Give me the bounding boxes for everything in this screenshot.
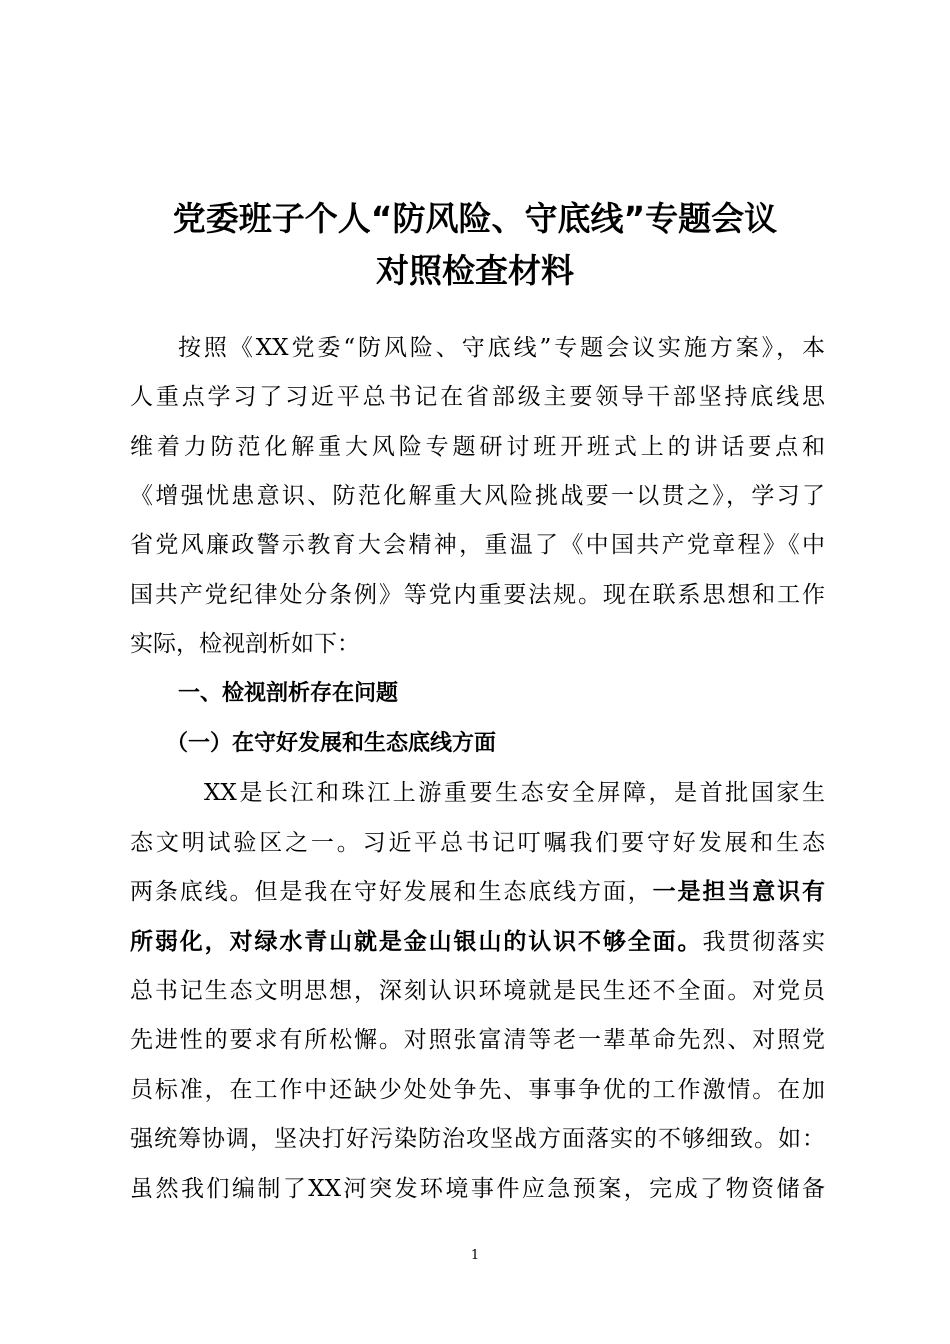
document-title-line-1: 党委班子个人“防风险、守底线”专题会议 (172, 199, 778, 238)
section-line: 员标准，在工作中还缺少处处争先、事事争优的工作激情。在加 (130, 1077, 825, 1103)
section-text: 我贯彻落实 (702, 929, 826, 955)
intro-line: 按照《XX党委“防风险、守底线”专题会议实施方案》，本 (178, 335, 825, 361)
section-text: 两条底线。但是我在守好发展和生态底线方面， (130, 879, 653, 905)
intro-line: 维着力防范化解重大风险专题研讨班开班式上的讲话要点和 (130, 434, 825, 460)
section-line: 强统筹协调，坚决打好污染防治攻坚战方面落实的不够细致。如： (130, 1126, 825, 1152)
intro-line: 省党风廉政警示教育大会精神，重温了《中国共产党章程》《中 (130, 532, 825, 558)
intro-line: 国共产党纪律处分条例》等党内重要法规。现在联系思想和工作 (130, 582, 825, 608)
section-emphasis: 所弱化，对绿水青山就是金山银山的认识不够全面。 (130, 928, 703, 955)
subsection-heading: （一）在守好发展和生态底线方面 (166, 731, 497, 756)
document-title-line-2: 对照检查材料 (376, 251, 574, 290)
section-line (130, 927, 825, 957)
section-line: 先进性的要求有所松懈。对照张富清等老一辈革命先烈、对照党 (130, 1027, 825, 1053)
section-line: 总书记生态文明思想，深刻认识环境就是民生还不全面。对党员 (130, 978, 825, 1004)
intro-line: 实际，检视剖析如下： (130, 631, 360, 657)
page-number: 1 (470, 1248, 480, 1263)
intro-line: 人重点学习了习近平总书记在省部级主要领导干部坚持底线思 (130, 384, 825, 410)
section-line: 虽然我们编制了XX河突发环境事件应急预案，完成了物资储备 (130, 1176, 825, 1202)
section-line: 态文明试验区之一。习近平总书记叮嘱我们要守好发展和生态 (130, 830, 825, 856)
section-emphasis: 一是担当意识有 (652, 878, 826, 905)
section-line: XX是长江和珠江上游重要生态安全屏障，是首批国家生 (204, 780, 825, 806)
section-line (130, 877, 825, 907)
intro-line: 《增强忧患意识、防范化解重大风险挑战要一以贯之》，学习了 (130, 483, 825, 509)
section-heading: 一、检视剖析存在问题 (178, 681, 399, 706)
